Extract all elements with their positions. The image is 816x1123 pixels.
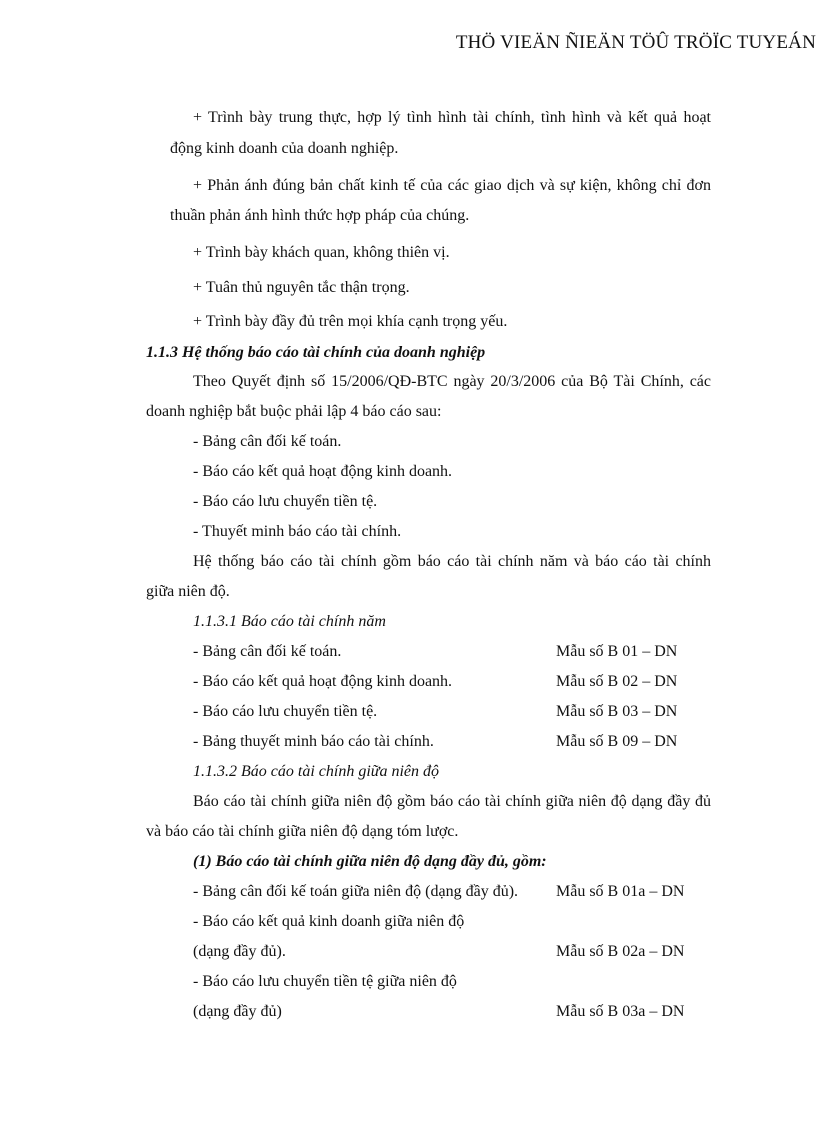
annual-report-name: - Báo cáo lưu chuyển tiền tệ. [193,703,378,720]
interim-report-name: - Báo cáo lưu chuyển tiền tệ giữa niên độ [193,973,457,990]
system-line-1: Hệ thống báo cáo tài chính gồm báo cáo tài chính năm và báo cáo tài chính [193,553,711,570]
interim-report-name-cont: (dạng đầy đủ) [193,1003,282,1020]
system-line-2: giữa niên độ. [146,583,230,600]
interim-report-form: Mẫu số B 02a – DN [556,943,685,960]
required-report-item: - Bảng cân đối kế toán. [193,433,342,450]
annual-report-name: - Báo cáo kết quả hoạt động kinh doanh. [193,673,453,690]
required-report-item: - Thuyết minh báo cáo tài chính. [193,523,402,540]
annual-report-name: - Bảng thuyết minh báo cáo tài chính. [193,733,434,750]
page-header-title: THÖ VIEÄN ÑIEÄN TÖÛ TRÖÏC TUYEÁN [455,32,816,53]
interim-intro-line-2: và báo cáo tài chính giữa niên độ dạng tóm lược. [146,823,459,840]
interim-report-form: Mẫu số B 01a – DN [556,883,685,900]
required-report-item: - Báo cáo kết quả hoạt động kinh doanh. [193,463,453,480]
interim-heading: 1.1.3.2 Báo cáo tài chính giữa niên độ [193,763,440,780]
principle-1-line-2: động kinh doanh của doanh nghiệp. [170,140,399,157]
interim-report-name: - Bảng cân đối kế toán giữa niên độ (dạng đầy đủ). [193,883,519,900]
annual-report-form: Mẫu số B 01 – DN [556,643,678,660]
section-intro-line-1: Theo Quyết định số 15/2006/QĐ-BTC ngày 20/3/2006 của Bộ Tài Chính, các [193,373,711,390]
section-heading: 1.1.3 Hệ thống báo cáo tài chính của doanh nghiệp [146,344,486,361]
annual-report-form: Mẫu số B 02 – DN [556,673,678,690]
interim-report-form: Mẫu số B 03a – DN [556,1003,685,1020]
principle-4: + Tuân thủ nguyên tắc thận trọng. [193,279,410,296]
required-report-item: - Báo cáo lưu chuyển tiền tệ. [193,493,378,510]
interim-intro-line-1: Báo cáo tài chính giữa niên độ gồm báo cáo tài chính giữa niên độ dạng đầy đủ [193,793,711,810]
annual-report-form: Mẫu số B 09 – DN [556,733,678,750]
annual-report-form: Mẫu số B 03 – DN [556,703,678,720]
principle-1-line-1: + Trình bày trung thực, hợp lý tình hình tài chính, tình hình và kết quả hoạt [193,109,711,126]
principle-3: + Trình bày khách quan, không thiên vị. [193,244,450,261]
section-intro-line-2: doanh nghiệp bắt buộc phải lập 4 báo cáo sau: [146,403,442,420]
interim-report-name-cont: (dạng đầy đủ). [193,943,286,960]
annual-heading: 1.1.3.1 Báo cáo tài chính năm [193,613,386,630]
interim-full-heading: (1) Báo cáo tài chính giữa niên độ dạng đầy đủ, gồm: [193,853,547,870]
principle-2-line-2: thuần phản ánh hình thức hợp pháp của chúng. [170,207,470,224]
interim-report-name: - Báo cáo kết quả kinh doanh giữa niên độ [193,913,465,930]
annual-report-name: - Bảng cân đối kế toán. [193,643,342,660]
principle-5: + Trình bày đầy đủ trên mọi khía cạnh trọng yếu. [193,313,508,330]
principle-2-line-1: + Phản ánh đúng bản chất kinh tế của các giao dịch và sự kiện, không chỉ đơn [193,177,711,194]
